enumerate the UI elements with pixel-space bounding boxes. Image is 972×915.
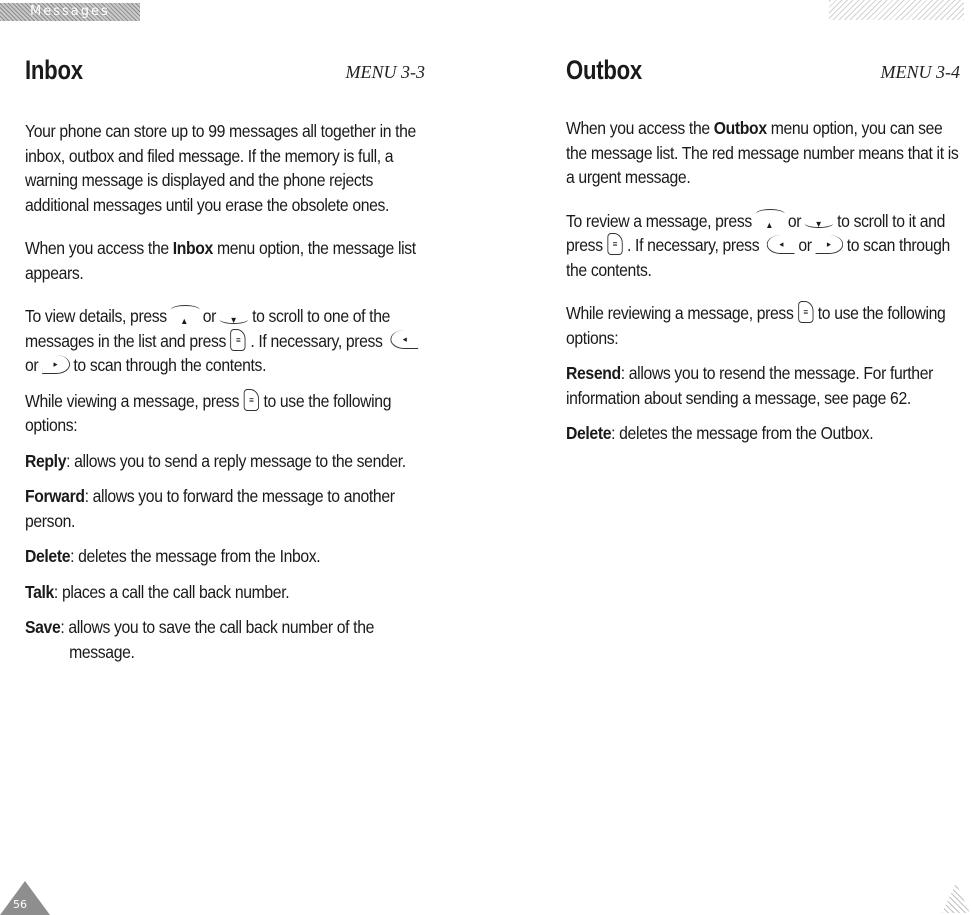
text: menu option, the message list appears. — [25, 238, 416, 283]
option-term: Resend — [566, 363, 621, 383]
page-number: 56 — [13, 898, 27, 911]
option-desc: : allows you to send a reply message to the sender. — [66, 450, 406, 471]
text: . If necessary, press — [627, 235, 760, 255]
header-decoration — [829, 0, 964, 20]
text: to use the following options: — [25, 390, 392, 435]
option-term: Forward — [25, 486, 85, 506]
outbox-paragraph-review — [566, 209, 960, 283]
outbox-paragraph-options-intro — [566, 301, 960, 350]
inbox-option-reply — [25, 449, 425, 474]
select-key-icon: ≡ — [231, 329, 246, 351]
inbox-paragraph-view — [25, 304, 425, 378]
inbox-heading-row — [25, 55, 425, 95]
page-corner-decoration — [942, 883, 970, 913]
inbox-menu-ref: MENU 3-3 — [345, 62, 425, 82]
text: While viewing a message, press — [25, 390, 240, 411]
text: menu option, you can see the message list. The red message number means that it is a urgent message. — [566, 118, 959, 187]
inbox-option-talk — [25, 580, 425, 605]
text: to scroll to it and press — [566, 210, 945, 255]
left-key-icon: ◂ — [767, 235, 795, 254]
option-term: Delete — [25, 546, 71, 566]
text: to scan through the contents. — [566, 235, 950, 280]
outbox-title: Outbox — [566, 55, 643, 85]
option-desc: : places a call the call back number. — [53, 581, 290, 602]
option-term: Save — [25, 617, 61, 637]
text: To view details, press — [25, 306, 167, 326]
inbox-option-delete — [25, 544, 425, 569]
down-key-icon: ▼ — [805, 209, 834, 228]
inbox-title: Inbox — [25, 55, 83, 85]
outbox-section — [566, 55, 960, 443]
outbox-body — [566, 116, 960, 457]
inbox-option-forward — [25, 484, 425, 533]
inbox-paragraph-storage: Your phone can store up to 99 messages all together in the inbox, outbox and filed message. If the memory is full, a warning message is displayed and the phone rejects additional messages until you erase the obsolete ones. — [25, 121, 416, 215]
inbox-body — [25, 119, 425, 675]
outbox-term: Outbox — [713, 118, 767, 138]
down-key-icon: ▼ — [220, 305, 249, 324]
text: To review a message, press — [566, 210, 752, 231]
outbox-option-delete — [566, 421, 960, 446]
select-key-icon: ≡ — [607, 233, 622, 255]
inbox-option-save — [25, 615, 425, 640]
inbox-section — [25, 55, 425, 662]
right-key-icon: ▸ — [815, 235, 843, 254]
menu-key-icon: ≡ — [244, 389, 259, 411]
outbox-option-resend — [566, 361, 960, 410]
option-desc: : allows you to resend the message. For further information about sending a message, see page 62. — [566, 363, 933, 408]
inbox-paragraph-access — [25, 236, 425, 285]
outbox-heading-row — [566, 55, 960, 95]
text: While reviewing a message, press — [566, 303, 794, 323]
section-tab-messages: Messages — [0, 3, 140, 21]
menu-key-icon: ≡ — [798, 301, 813, 323]
text: . If necessary, press — [250, 330, 383, 351]
option-desc: : deletes the message from the Inbox. — [70, 546, 321, 566]
inbox-option-save-cont: message. — [69, 641, 135, 662]
text: When you access the — [25, 238, 173, 258]
inbox-term: Inbox — [172, 238, 213, 258]
text: or — [798, 235, 812, 255]
up-key-icon: ▲ — [170, 305, 199, 324]
text: or — [25, 355, 39, 375]
option-term: Reply — [25, 450, 67, 471]
option-term: Talk — [25, 581, 54, 602]
left-key-icon: ◂ — [390, 330, 418, 349]
text: or — [202, 306, 217, 326]
option-desc: : allows you to forward the message to another person. — [25, 486, 395, 531]
inbox-paragraph-options-intro — [25, 389, 425, 438]
option-desc: : deletes the message from the Outbox. — [611, 423, 874, 443]
option-desc: : allows you to save the call back number of the — [60, 617, 375, 637]
text: to use the following options: — [566, 303, 946, 348]
text: When you access the — [566, 118, 714, 138]
text: to scroll to one of the messages in the list and press — [25, 306, 391, 351]
outbox-menu-ref: MENU 3-4 — [880, 62, 960, 82]
text: to scan through the contents. — [73, 355, 267, 375]
right-key-icon: ▸ — [42, 355, 70, 374]
up-key-icon: ▲ — [755, 209, 784, 228]
text: or — [787, 210, 802, 231]
outbox-paragraph-access — [566, 116, 960, 190]
option-term: Delete — [566, 423, 612, 443]
